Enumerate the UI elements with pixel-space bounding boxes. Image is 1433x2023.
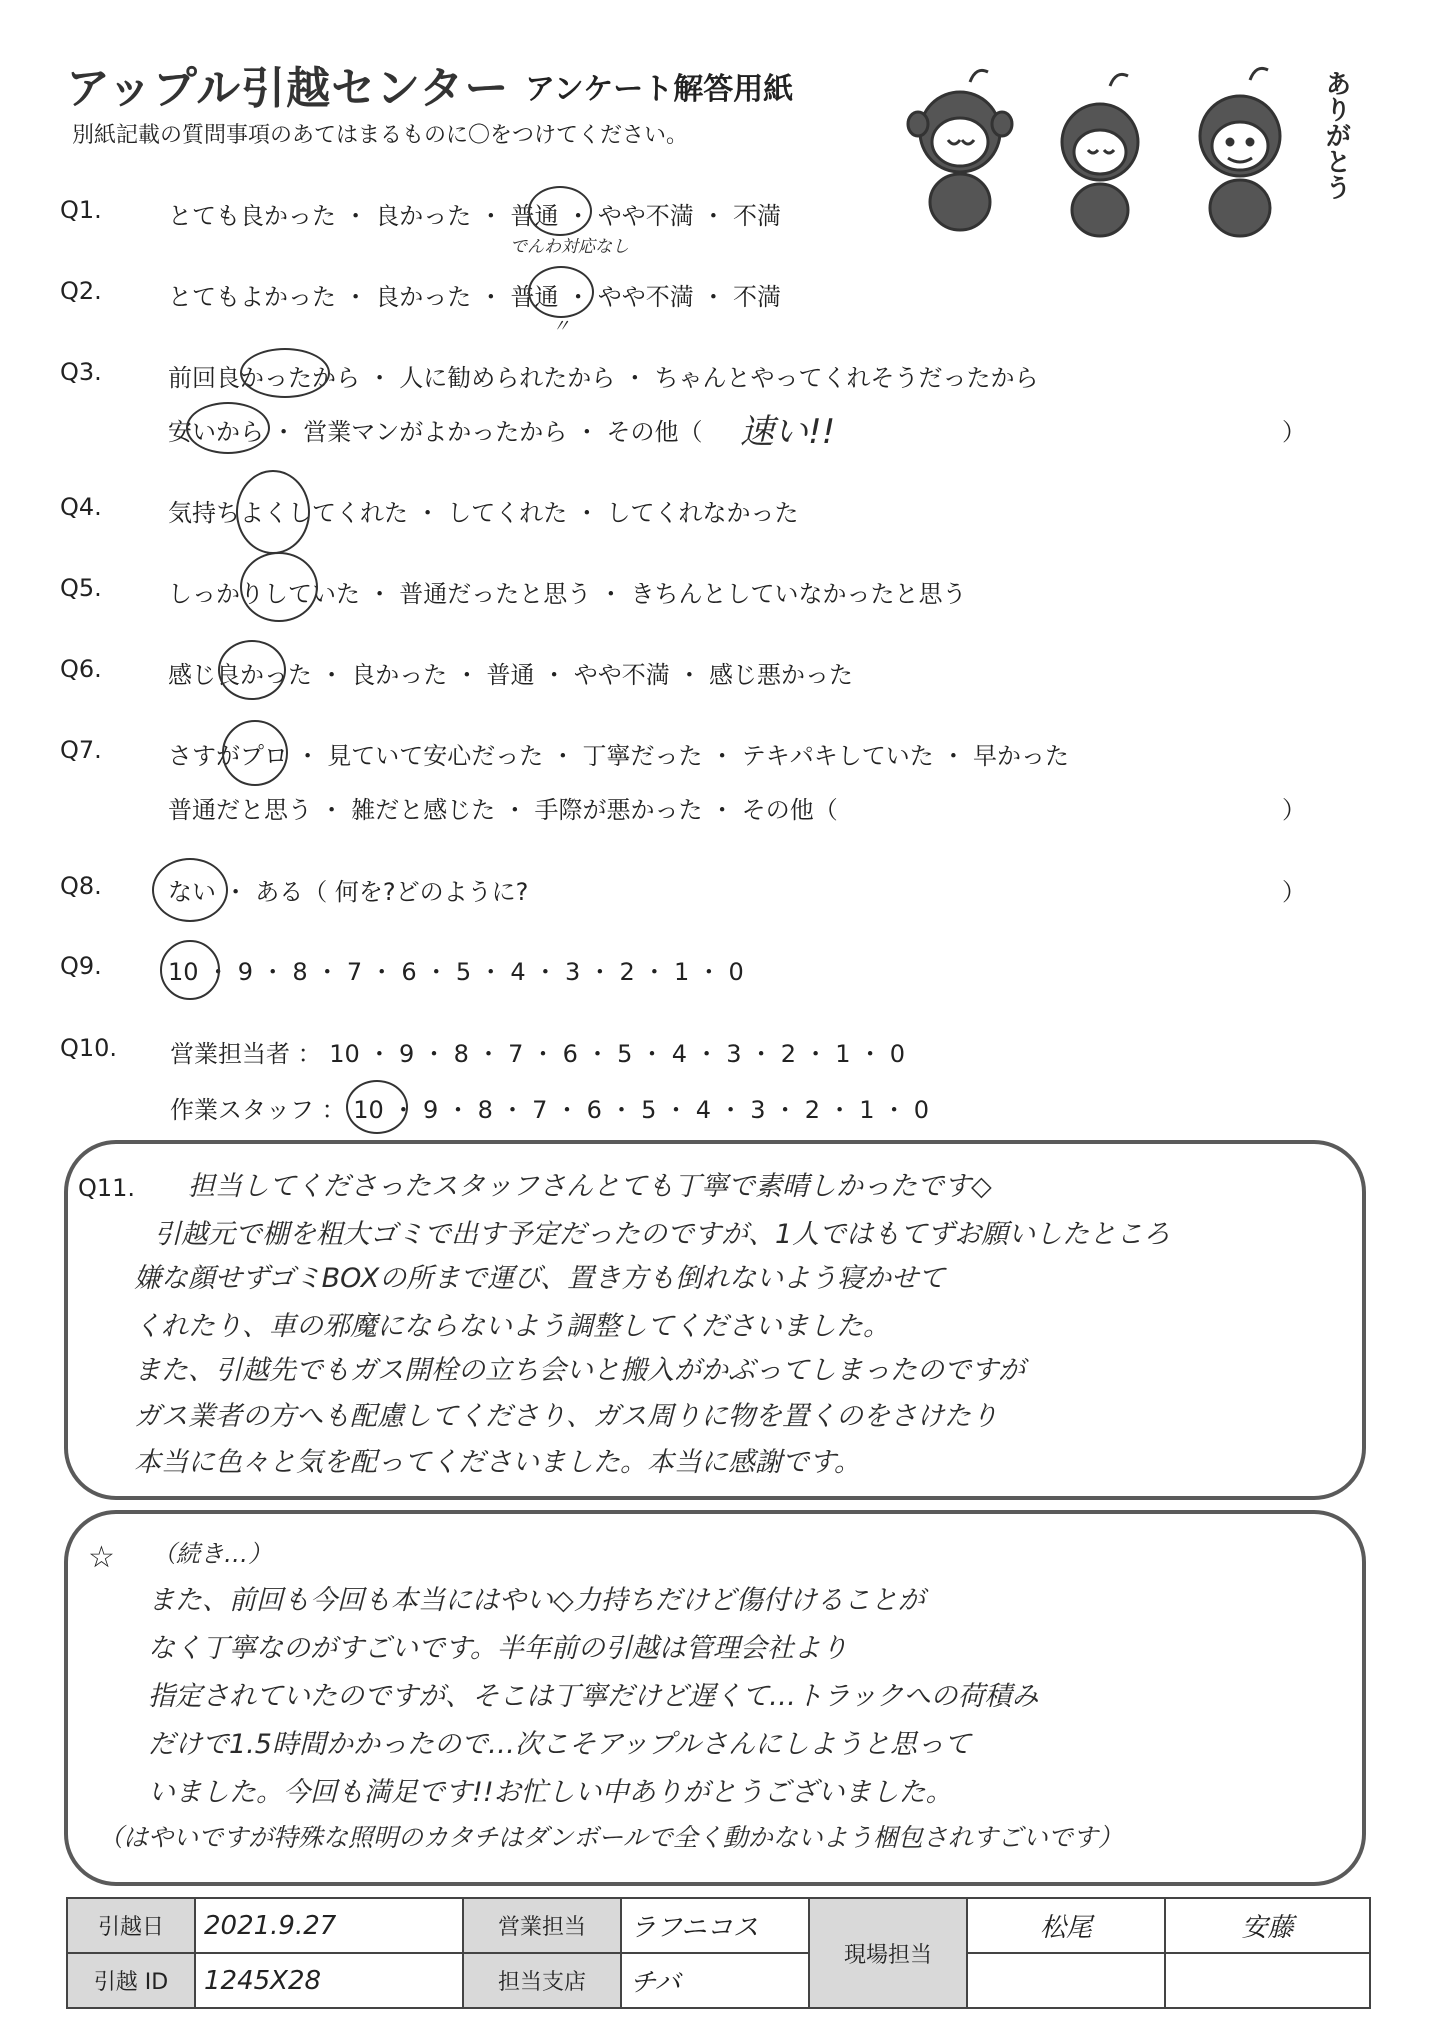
q2-answer-circle bbox=[528, 266, 594, 318]
q11-comment-box bbox=[64, 1140, 1366, 1500]
q11-line: 担当してくださったスタッフさんとても丁寧で素晴しかったです◇ bbox=[188, 1171, 992, 1202]
q11-line: 嫌な顔せずゴミBOXの所まで運び、置き方も倒れないよう寝かせて bbox=[134, 1263, 946, 1294]
q4-label: Q4. bbox=[60, 493, 102, 521]
site-staff-value-1: 松尾 bbox=[967, 1898, 1165, 1953]
q11-label: Q11. bbox=[78, 1174, 136, 1202]
q4-options: 気持ちよくしてくれた ・ してくれた ・ してくれなかった bbox=[168, 499, 799, 527]
q6-answer-circle bbox=[218, 640, 286, 700]
site-staff-label: 現場担当 bbox=[809, 1898, 967, 2008]
q7-options-line1: さすがプロ ・ 見ていて安心だった ・ 丁寧だった ・ テキパキしていた ・ 早かった bbox=[168, 742, 1070, 770]
q7-options-line2: 普通だと思う ・ 雑だと感じた ・ 手際が悪かった ・ その他（ bbox=[168, 796, 838, 824]
move-id-value: 1245X28 bbox=[195, 1953, 463, 2008]
q8-options: ない ・ ある（ 何を?どのように? bbox=[168, 878, 529, 906]
sales-rep-label: 営業担当 bbox=[463, 1898, 621, 1953]
q11-line: 本当に色々と気を配ってくださいました。本当に感謝です。 bbox=[134, 1447, 861, 1478]
q3-answer-circle-2 bbox=[240, 348, 330, 398]
q1-label: Q1. bbox=[60, 196, 102, 224]
site-staff-value-2: 安藤 bbox=[1165, 1898, 1370, 1953]
monkey-mascots-icon bbox=[900, 62, 1360, 240]
q10-label: Q10. bbox=[60, 1034, 118, 1062]
q3-options-line1: 前回良かったから ・ 人に勧められたから ・ ちゃんとやってくれそうだったから bbox=[168, 364, 1039, 392]
q3-close-paren: ） bbox=[1282, 418, 1306, 446]
q2-options: とてもよかった ・ 良かった ・ 普通 ・ やや不満 ・ 不満 bbox=[168, 283, 782, 311]
comment-line: いました。今回も満足です!!お忙しい中ありがとうございました。 bbox=[148, 1777, 953, 1808]
q5-options: しっかりしていた ・ 普通だったと思う ・ きちんとしていなかったと思う bbox=[168, 580, 967, 608]
q3-options-line2: 安いから ・ 営業マンがよかったから ・ その他（ bbox=[168, 418, 703, 446]
q8-answer-circle bbox=[152, 858, 228, 922]
q7-answer-circle bbox=[222, 720, 288, 786]
company-title: アップル引越センター bbox=[66, 63, 510, 114]
q11-line: 引越元で棚を粗大ゴミで出す予定だったのですが、1人ではもてずお願いしたところ bbox=[154, 1219, 1171, 1250]
form-subtitle: アンケート解答用紙 bbox=[525, 72, 794, 107]
q1-note: でんわ対応なし bbox=[510, 237, 629, 257]
site-staff-empty-1 bbox=[967, 1953, 1165, 2008]
q7-label: Q7. bbox=[60, 736, 102, 764]
q11-line: また、引越先でもガス開栓の立ち会いと搬入がかぶってしまったのですが bbox=[134, 1355, 1025, 1386]
comment-line: なく丁寧なのがすごいです。半年前の引越は管理会社より bbox=[148, 1633, 848, 1664]
site-staff-empty-2 bbox=[1165, 1953, 1370, 2008]
sales-rep-value: ラフニコス bbox=[621, 1898, 809, 1953]
q11-line: ガス業者の方へも配慮してくださり、ガス周りに物を置くのをさけたり bbox=[134, 1401, 998, 1432]
additional-comment-box bbox=[64, 1510, 1366, 1886]
q10-sales-scale: 営業担当者 ： 10 ・ 9 ・ 8 ・ 7 ・ 6 ・ 5 ・ 4 ・ 3 ・ 2 ・ 1 ・ 0 bbox=[170, 1040, 906, 1068]
q10-staff-answer-circle bbox=[346, 1080, 408, 1134]
thanks-label: ありがとう bbox=[1321, 70, 1351, 200]
move-info-table bbox=[66, 1897, 1371, 2009]
q8-close-paren: ） bbox=[1282, 878, 1306, 906]
q4-answer-circle bbox=[236, 470, 310, 554]
q9-answer-circle bbox=[160, 940, 220, 1000]
q11-line: くれたり、車の邪魔にならないよう調整してくださいました。 bbox=[134, 1311, 890, 1342]
comment-line: また、前回も今回も本当にはやい◇力持ちだけど傷付けることが bbox=[148, 1585, 925, 1616]
q5-answer-circle bbox=[240, 552, 318, 622]
move-date-label: 引越日 bbox=[67, 1898, 195, 1953]
q8-label: Q8. bbox=[60, 872, 102, 900]
move-id-label: 引越 ID bbox=[67, 1953, 195, 2008]
q3-answer-circle-1 bbox=[186, 402, 270, 454]
q9-label: Q9. bbox=[60, 952, 102, 980]
q7-close-paren: ） bbox=[1282, 796, 1306, 824]
q5-label: Q5. bbox=[60, 574, 102, 602]
instruction-text: 別紙記載の質問事項のあてはまるものに〇をつけてください。 bbox=[72, 123, 689, 148]
q1-options: とても良かった ・ 良かった ・ 普通 ・ やや不満 ・ 不満 bbox=[168, 202, 782, 230]
q2-label: Q2. bbox=[60, 277, 102, 305]
comment-line: 指定されていたのですが、そこは丁寧だけど遅くて…トラックへの荷積み bbox=[148, 1681, 1039, 1712]
star-icon: ☆ bbox=[88, 1540, 115, 1575]
q6-label: Q6. bbox=[60, 655, 102, 683]
q9-scale: 10 ・ 9 ・ 8 ・ 7 ・ 6 ・ 5 ・ 4 ・ 3 ・ 2 ・ 1 ・ 0 bbox=[168, 958, 744, 986]
q2-note: 〃 bbox=[552, 316, 570, 337]
q6-options: 感じ良かった ・ 良かった ・ 普通 ・ やや不満 ・ 感じ悪かった bbox=[168, 661, 854, 689]
q10-staff-scale: 作業スタッフ ： 10 ・ 9 ・ 8 ・ 7 ・ 6 ・ 5 ・ 4 ・ 3 ・ 2 ・ 1 ・ 0 bbox=[170, 1096, 930, 1124]
branch-value: チバ bbox=[621, 1953, 809, 2008]
branch-label: 担当支店 bbox=[463, 1953, 621, 2008]
q3-label: Q3. bbox=[60, 358, 102, 386]
comment-line: （はやいですが特殊な照明のカタチはダンボールで全く動かないよう梱包されすごいです） bbox=[98, 1823, 1123, 1852]
move-date-value: 2021.9.27 bbox=[195, 1898, 463, 1953]
comment-line: だけで1.5時間かかったので…次こそアップルさんにしようと思って bbox=[148, 1729, 971, 1760]
q1-answer-circle bbox=[528, 186, 592, 236]
q3-other-answer: 速い!! bbox=[740, 412, 836, 452]
continued-line: （続き…） bbox=[152, 1540, 272, 1568]
